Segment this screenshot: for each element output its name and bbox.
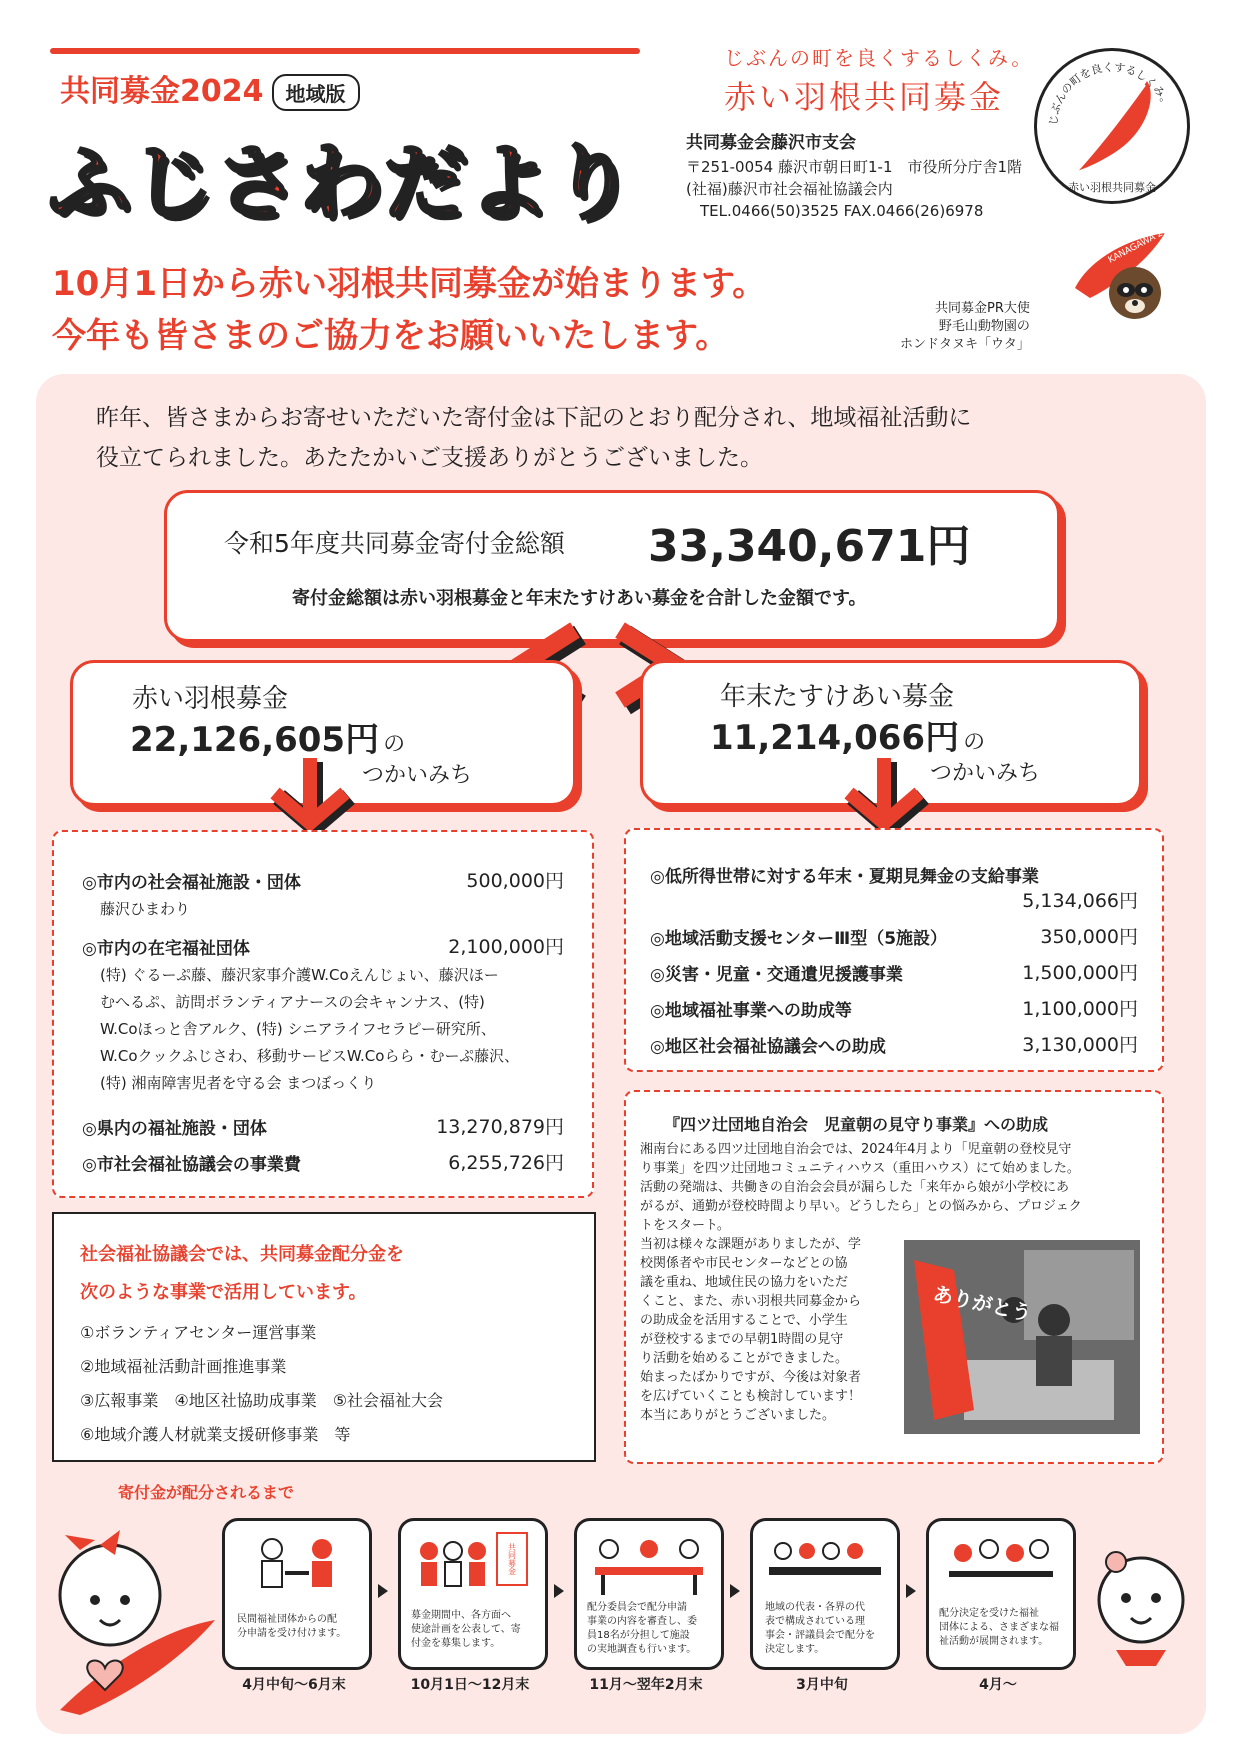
list-item: ◎市内の社会福祉施設・団体: [82, 873, 301, 893]
red-feather-suffix: の: [383, 732, 406, 757]
list-detail: [100, 962, 519, 1097]
step-date: 11月〜翌年2月末: [589, 1677, 703, 1693]
edition-tag: 地域版: [272, 74, 360, 111]
story-line: 校関係者や市民センターなどとの協: [640, 1256, 848, 1271]
step-line: 団体による、さまざまな福: [939, 1622, 1059, 1633]
ambassador-line: ホンドタヌキ「ウタ」: [900, 337, 1030, 352]
down-arrow-icon: [260, 758, 360, 838]
red-feather-icon: [1037, 51, 1187, 201]
address-line: TEL.0466(50)3525 FAX.0466(26)6978: [700, 202, 984, 220]
list-item: ◎災害・児童・交通遺児援護事業: [650, 965, 903, 985]
flow-arrow-icon: [906, 1584, 916, 1598]
detail-line: W.Coほっと舎アルク、(特) シニアライフセラピー研究所、: [100, 1020, 496, 1038]
step-line: 地域の代表・各界の代: [765, 1602, 865, 1613]
seal-ring-text: じぶんの町を良くするしくみ。: [1046, 60, 1174, 127]
list-item: ◎地区社会福祉協議会への助成: [650, 1037, 886, 1057]
headline: [52, 258, 766, 362]
down-arrow-icon: [834, 758, 934, 838]
list-amount: 1,100,000円: [1022, 998, 1138, 1020]
reception-icon: [247, 1531, 347, 1595]
committee-icon: [587, 1529, 711, 1599]
step-line: 配分決定を受けた福祉: [939, 1608, 1039, 1619]
list-item: ◎県内の福祉施設・団体: [82, 1119, 267, 1139]
step-line: 民間福祉団体からの配: [237, 1614, 337, 1625]
flow-title: 寄付金が配分されるまで: [118, 1483, 295, 1502]
header-rule: [50, 48, 640, 54]
red-feather-amount: 22,126,605円: [130, 720, 380, 760]
ambassador-line: 野毛山動物園の: [938, 319, 1030, 334]
story-line: り事業」を四ツ辻団地コミュニティハウス（重田ハウス）にて始めました。: [640, 1161, 1080, 1176]
edition-year: 共同募金2024: [60, 74, 264, 109]
story-title: 『四ツ辻団地自治会 児童朝の見守り事業』への助成: [664, 1115, 1049, 1134]
detail-line: (特) ぐるーぷ藤、藤沢家事介護W.Coえんじょい、藤沢ほー: [100, 966, 499, 984]
step-sign: 共同募金: [507, 1543, 517, 1575]
council-heading-line: 社会福祉協議会では、共同募金配分金を: [80, 1244, 404, 1265]
total-label: 令和5年度共同募金寄付金総額: [224, 529, 565, 558]
story-line: 議を重ね、地域住民の協力をいただ: [640, 1275, 849, 1290]
detail-line: むへるぷ、訪問ボランティアナースの会キャンナス、(特): [100, 993, 485, 1011]
address-line: 〒251-0054 藤沢市朝日町1-1 市役所分庁舎1階: [686, 158, 1023, 176]
step-date: 3月中旬: [796, 1677, 848, 1693]
flow-step: [222, 1518, 372, 1670]
story-line: 湘南台にある四ツ辻団地自治会では、2024年4月より「児童朝の登校見守: [640, 1142, 1072, 1157]
story-line: 始まったばかりですが、今後は対象者: [640, 1370, 862, 1385]
detail-line: (特) 湘南障害児者を守る会 まつぼっくり: [100, 1074, 377, 1092]
step-line: 員18名が分担して施設: [587, 1630, 690, 1641]
slogan: じぶんの町を良くするしくみ。: [724, 46, 1034, 70]
detail-line: W.Coクックふじさわ、移動サービスW.Coらら・むーぷ藤沢、: [100, 1047, 520, 1065]
children-photo-icon: [904, 1240, 1140, 1434]
story-line: の助成金を活用することで、小学生: [640, 1313, 848, 1328]
intro-line: 昨年、皆さまからお寄せいただいた寄付金は下記のとおり配分され、地域福祉活動に: [96, 405, 972, 431]
year-end-list: [624, 828, 1164, 1072]
list-amount: 500,000円: [466, 870, 564, 892]
flow-step: [750, 1518, 900, 1670]
council-item: ③広報事業 ④地区社協助成事業 ⑤社会福祉大会: [80, 1391, 444, 1410]
address-line: (社福)藤沢市社会福祉協議会内: [686, 180, 893, 198]
step-line: 募金期間中、各方面へ: [411, 1610, 511, 1621]
photo-banner: ありがとう: [930, 1281, 1034, 1326]
board-meeting-icon: [763, 1529, 887, 1599]
step-date: 4月中旬〜6月末: [242, 1677, 346, 1693]
step-date: 4月〜: [979, 1677, 1017, 1693]
story-line: 本当にありがとうございました。: [640, 1408, 836, 1423]
step-line: の実地調査も行います。: [587, 1644, 697, 1655]
step-text: [765, 1601, 875, 1657]
list-amount: 6,255,726円: [448, 1152, 564, 1174]
list-item: ◎地域活動支援センターⅢ型（5施設）: [650, 929, 948, 949]
list-item: ◎低所得世帯に対する年末・夏期見舞金の支給事業: [650, 867, 1039, 887]
mascot-badge: KANAGAWA 2024: [1106, 220, 1180, 266]
org-name: 共同募金会藤沢市支会: [686, 133, 856, 153]
step-line: 配分委員会で配分申請: [587, 1602, 687, 1613]
step-line: 表で構成されている理: [765, 1616, 865, 1627]
step-line: 使途計画を公表して、寄: [411, 1624, 521, 1635]
red-feather-value: [130, 712, 405, 761]
list-amount: 5,134,066円: [1022, 890, 1138, 912]
step-text: [587, 1601, 697, 1657]
headline-line: 10月1日から赤い羽根共同募金が始まります。: [52, 264, 767, 304]
year-end-amount: 11,214,066円: [710, 718, 960, 758]
council-item: ①ボランティアセンター運営事業: [80, 1323, 317, 1342]
headline-line: 今年も皆さまのご協力をお願いいたします。: [52, 316, 730, 356]
year-end-suffix: の: [963, 730, 986, 755]
year-end-label: 年末たすけあい募金: [720, 682, 955, 712]
flow-step: [574, 1518, 724, 1670]
welfare-activity-icon: [939, 1529, 1063, 1599]
mascot-illustration: [1070, 220, 1180, 328]
list-amount: 2,100,000円: [448, 936, 564, 958]
list-amount: 3,130,000円: [1022, 1034, 1138, 1056]
flow-arrow-icon: [378, 1584, 388, 1598]
story-line: くこと、また、赤い羽根共同募金から: [640, 1294, 862, 1309]
total-value: 33,340,671円: [648, 521, 971, 572]
step-line: 事会・評議員会で配分を: [765, 1630, 875, 1641]
list-amount: 350,000円: [1040, 926, 1138, 948]
ambassador-line: 共同募金PR大使: [935, 301, 1030, 316]
brand-name: 赤い羽根共同募金: [724, 78, 1005, 116]
seal-bottom-text: 赤い羽根共同募金: [1068, 181, 1156, 194]
page-title: ふじさわだより: [48, 136, 637, 231]
story-line: 活動の発端は、共働きの自治会会員が漏らした「来年から娘が小学校にあ: [640, 1180, 1070, 1195]
red-feather-use: つかいみち: [362, 763, 473, 788]
feather-seal: [1034, 48, 1190, 204]
story-line: がるが、通勤が登校時間より早い。どうしたら」との悩みから、プロジェク: [640, 1199, 1082, 1214]
mascot-boy-icon: [1086, 1540, 1196, 1670]
flow-arrow-icon: [554, 1584, 564, 1598]
edition-label: [60, 66, 360, 111]
list-detail: 藤沢ひまわり: [100, 900, 191, 918]
list-amount: 1,500,000円: [1022, 962, 1138, 984]
step-line: 決定します。: [765, 1644, 825, 1655]
step-text: [237, 1613, 346, 1641]
story-line: り活動を始めることができました。: [640, 1351, 849, 1366]
step-text: [939, 1607, 1059, 1649]
step-line: 付金を募集します。: [411, 1638, 501, 1649]
year-end-use: つかいみち: [930, 761, 1041, 786]
step-line: 事業の内容を審査し、委: [587, 1616, 697, 1627]
red-feather-label: 赤い羽根募金: [132, 684, 289, 714]
story-line: トをスタート。: [640, 1218, 730, 1233]
step-text: [411, 1609, 521, 1651]
address-block: [686, 156, 1022, 222]
story-photo: [904, 1240, 1140, 1434]
fundraising-icon: [411, 1529, 535, 1603]
list-item: ◎市社会福祉協議会の事業費: [82, 1155, 301, 1175]
tanuki-icon: [1070, 220, 1180, 328]
flow-step: [926, 1518, 1076, 1670]
council-item: ②地域福祉活動計画推進事業: [80, 1357, 287, 1376]
council-item: ⑥地域介護人材就業支援研修事業 等: [80, 1425, 351, 1444]
council-heading: [80, 1236, 404, 1312]
list-item: ◎市内の在宅福祉団体: [82, 939, 250, 959]
council-heading-line: 次のような事業で活用しています。: [80, 1282, 367, 1303]
step-line: 祉活動が展開されます。: [939, 1636, 1049, 1647]
year-end-value: [710, 710, 985, 759]
flow-step: [398, 1518, 548, 1670]
list-amount: 13,270,879円: [436, 1116, 564, 1138]
red-feather-list: [52, 830, 594, 1198]
intro-line: 役立てられました。あたたかいご支援ありがとうございました。: [96, 445, 763, 471]
mascot-girl-icon: [40, 1520, 220, 1720]
step-date: 10月1日〜12月末: [410, 1677, 530, 1693]
step-line: 分申請を受け付けます。: [237, 1628, 347, 1639]
list-item: ◎地域福祉事業への助成等: [650, 1001, 852, 1021]
ambassador-caption: [900, 300, 1030, 354]
total-note: 寄付金総額は赤い羽根募金と年末たすけあい募金を合計した金額です。: [292, 588, 867, 609]
story-line: を広げていくことも検討しています！: [640, 1389, 862, 1404]
flow-arrow-icon: [730, 1584, 740, 1598]
story-line: 当初は様々な課題がありましたが、学: [640, 1237, 862, 1252]
intro-text: [96, 398, 971, 478]
story-line: が登校するまでの早朝1時間の見守: [640, 1332, 844, 1347]
